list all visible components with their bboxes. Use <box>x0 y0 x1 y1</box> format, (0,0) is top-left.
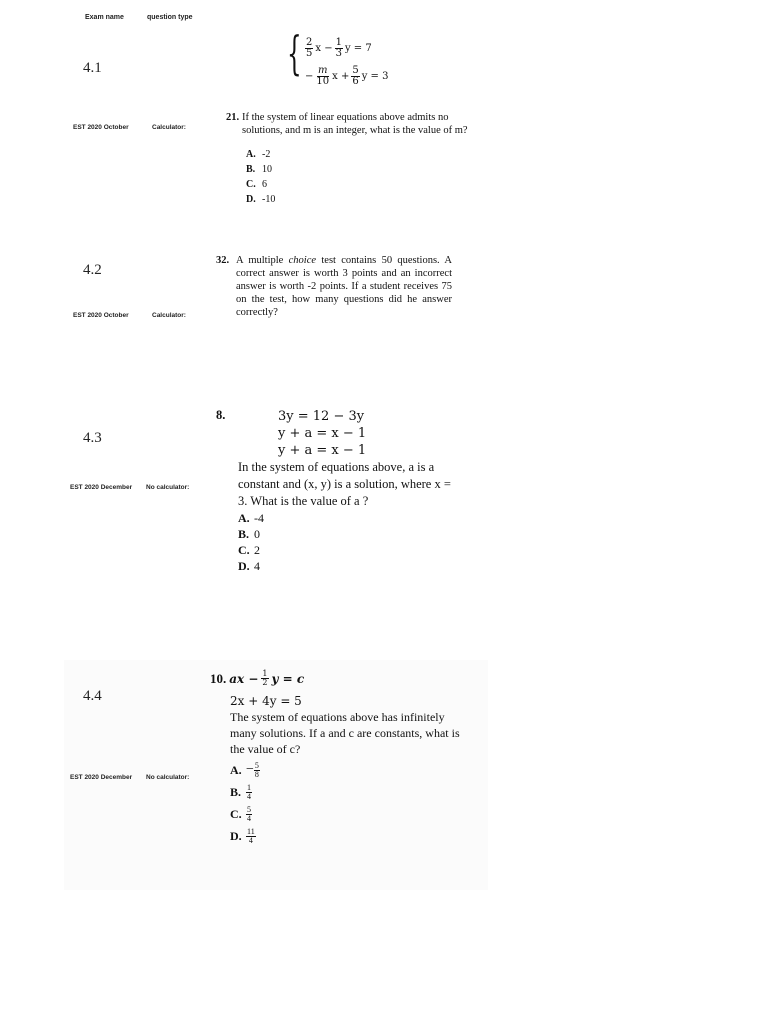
question-number: 21. <box>226 112 240 123</box>
question-text: If the system of linear equations above admits no solutions, and m is an integer, what is the value of m? <box>242 112 468 136</box>
choice-d[interactable]: D. $\frac{11}{4}$ <box>230 826 255 845</box>
fraction: $\frac{5}{4}$ <box>247 804 251 823</box>
question-21 <box>226 111 482 207</box>
exam-label-4-2: EST 2020 October <box>73 312 129 319</box>
choice-a[interactable]: A. -2 <box>246 149 271 160</box>
type-label-4-2: Calculator: <box>152 312 186 319</box>
type-label-4-3: No calculator: <box>146 484 190 491</box>
question-10 <box>210 670 460 847</box>
choice-b[interactable]: B. 0 <box>238 527 260 541</box>
exam-name-header: Exam name <box>85 14 124 21</box>
fraction: $\frac{1}{2}$ <box>262 669 268 687</box>
answer-choices-4-3 <box>238 510 456 574</box>
question-id-4-2: 4.2 <box>83 262 102 278</box>
type-label-4-4: No calculator: <box>146 774 190 781</box>
type-label-4-1: Calculator: <box>152 124 186 131</box>
question-text: In the system of equations above, a is a constant and (x, y) is a solution, where x = 3. What is the value of a ? <box>238 460 451 508</box>
question-text: A multiple choice test contains 50 questions. A correct answer is worth 3 points and an incorrect answer is worth -2 points. If a student receives 75 on the test, how many questions did he answer correctly? <box>236 255 452 318</box>
question-id-4-4: 4.4 <box>83 688 102 704</box>
choice-a[interactable]: A. − $\frac{5}{8}$ <box>230 760 259 779</box>
choice-b[interactable]: B. 10 <box>246 164 272 175</box>
question-number: 32. <box>216 255 230 266</box>
question-32 <box>216 254 452 319</box>
fraction: $\frac{5}{6}$ <box>352 64 359 87</box>
choice-c[interactable]: C. 6 <box>246 179 267 190</box>
exam-label-4-1: EST 2020 October <box>73 124 129 131</box>
question-text: The system of equations above has infinitely many solutions. If a and c are constants, what is the value of c? <box>230 710 460 756</box>
answer-choices-4-1 <box>246 147 482 207</box>
equation-1: $\frac{2}{5}$ x − $\frac{1}{3}$ y = 7 <box>306 36 372 59</box>
choice-d[interactable]: D. -10 <box>246 194 276 205</box>
choice-d[interactable]: D. 4 <box>238 559 260 573</box>
choice-b[interactable]: B. $\frac{1}{4}$ <box>230 782 251 801</box>
question-id-4-1: 4.1 <box>83 60 102 76</box>
system-brace: { <box>287 26 302 80</box>
equation-2: − $\frac{m}{10}$ x + $\frac{5}{6}$ y = 3 <box>305 64 389 87</box>
equation-1: 10. ax − $\frac{1}{2}$ y = c <box>210 669 305 687</box>
question-id-4-3: 4.3 <box>83 430 102 446</box>
choice-c[interactable]: C. $\frac{5}{4}$ <box>230 804 251 823</box>
question-number: 8. <box>216 408 226 422</box>
question-8 <box>216 408 456 574</box>
fraction: $\frac{1}{4}$ <box>247 782 251 801</box>
question-number: 10. <box>210 670 227 686</box>
fraction: $\frac{m}{10}$ <box>316 64 330 87</box>
exam-label-4-4: EST 2020 December <box>70 774 133 781</box>
equation-2: 2x + 4y = 5 <box>230 694 302 708</box>
equation-1: 3y = 12 − 3y <box>278 409 365 424</box>
choice-c[interactable]: C. 2 <box>238 543 260 557</box>
equation-list-4-3 <box>278 408 366 459</box>
question-type-header: question type <box>147 14 193 21</box>
fraction: $\frac{11}{4}$ <box>247 826 255 845</box>
fraction: $\frac{1}{3}$ <box>335 36 342 59</box>
exam-label-4-3: EST 2020 December <box>70 484 133 491</box>
fraction: $\frac{5}{8}$ <box>254 760 259 779</box>
answer-choices-4-4 <box>230 759 460 847</box>
equation-3: y + a = x − 1 <box>278 443 367 458</box>
equation-system-4-1 <box>305 34 388 90</box>
choice-a[interactable]: A. -4 <box>238 511 264 525</box>
fraction: $\frac{2}{5}$ <box>306 36 313 59</box>
equation-2: y + a = x − 1 <box>278 426 367 441</box>
